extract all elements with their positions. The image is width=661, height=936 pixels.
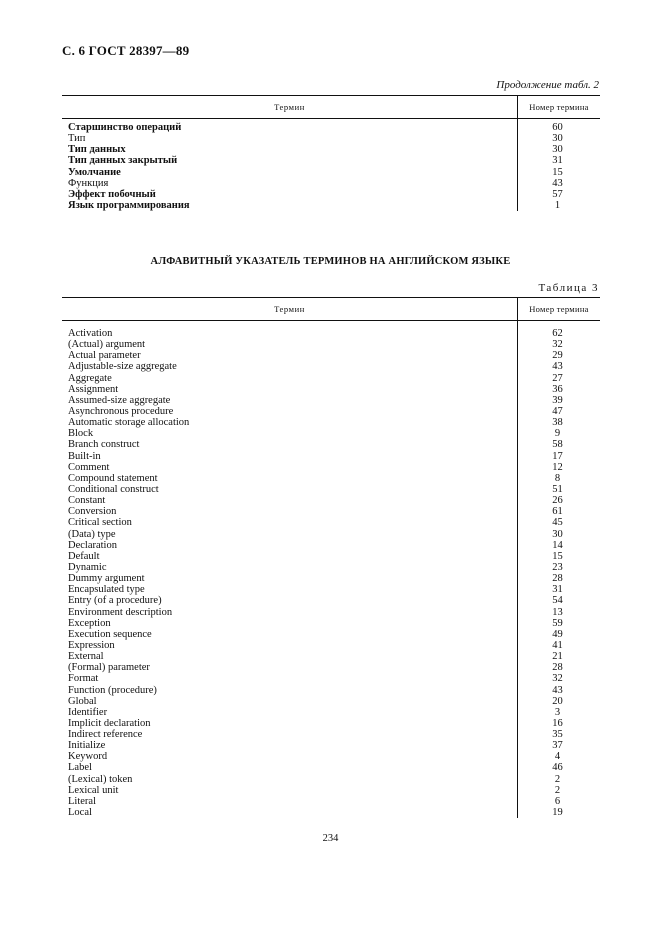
term-number-cell: 54 bbox=[552, 595, 563, 607]
term-number-cell: 51 bbox=[552, 483, 563, 495]
table-row bbox=[62, 707, 600, 718]
term-number-cell: 58 bbox=[552, 439, 563, 451]
term-number-cell: 26 bbox=[552, 495, 563, 507]
term-cell: Declaration bbox=[68, 539, 117, 551]
term-cell: Critical section bbox=[68, 517, 132, 529]
table-2-header-term: Термин bbox=[274, 102, 305, 112]
term-cell: (Formal) parameter bbox=[68, 662, 150, 674]
table-row bbox=[62, 774, 600, 785]
term-cell: Conversion bbox=[68, 506, 117, 518]
table-3-header bbox=[62, 297, 600, 321]
term-cell: Default bbox=[68, 550, 100, 562]
table-row bbox=[62, 629, 600, 640]
term-cell: Умолчание bbox=[68, 166, 121, 178]
table-row bbox=[62, 462, 600, 473]
term-cell: Compound statement bbox=[68, 472, 158, 484]
term-number-cell: 31 bbox=[552, 584, 563, 596]
term-cell: Block bbox=[68, 428, 94, 440]
table-row bbox=[62, 718, 600, 729]
term-number-cell: 28 bbox=[552, 662, 563, 674]
table-row bbox=[62, 484, 600, 495]
table-row bbox=[62, 384, 600, 395]
table-row bbox=[62, 573, 600, 584]
term-cell: Adjustable-size aggregate bbox=[68, 361, 177, 373]
term-cell: Branch construct bbox=[68, 439, 140, 451]
term-number-cell: 41 bbox=[552, 639, 563, 651]
table-row bbox=[62, 751, 600, 762]
term-cell: Старшинство операций bbox=[68, 122, 182, 133]
term-cell: Implicit declaration bbox=[68, 717, 151, 729]
term-cell: Activation bbox=[68, 328, 113, 339]
table-row bbox=[62, 417, 600, 428]
table-row bbox=[62, 122, 600, 133]
table-row bbox=[62, 339, 600, 350]
table-row bbox=[62, 529, 600, 540]
term-number-cell: 1 bbox=[554, 199, 561, 211]
term-cell: Label bbox=[68, 762, 92, 774]
table-row bbox=[62, 607, 600, 618]
term-number-cell: 3 bbox=[554, 706, 561, 718]
term-number-cell: 35 bbox=[552, 729, 563, 741]
term-cell: Тип данных bbox=[68, 144, 126, 156]
table-row bbox=[62, 373, 600, 384]
table-3-label: Таблица 3 bbox=[538, 282, 599, 294]
term-number-cell: 32 bbox=[552, 339, 563, 351]
term-cell: Built-in bbox=[68, 450, 101, 462]
term-number-cell: 20 bbox=[552, 695, 563, 707]
table-row bbox=[62, 551, 600, 562]
continuation-label: Продолжение табл. 2 bbox=[496, 79, 599, 91]
table-row bbox=[62, 506, 600, 517]
term-number-cell: 46 bbox=[552, 762, 563, 774]
table-row bbox=[62, 451, 600, 462]
term-cell: Comment bbox=[68, 461, 110, 473]
term-number-cell: 23 bbox=[552, 561, 563, 573]
table-3-body bbox=[62, 321, 600, 818]
term-cell: Exception bbox=[68, 617, 111, 629]
term-cell: Conditional construct bbox=[68, 483, 159, 495]
table-row bbox=[62, 651, 600, 662]
term-number-cell: 29 bbox=[552, 350, 563, 362]
term-number-cell: 15 bbox=[552, 550, 563, 562]
term-number-cell: 61 bbox=[552, 506, 563, 518]
term-cell: Execution sequence bbox=[68, 628, 152, 640]
table-row bbox=[62, 155, 600, 166]
term-cell: Encapsulated type bbox=[68, 584, 145, 596]
term-cell: Literal bbox=[68, 795, 96, 807]
table-row bbox=[62, 762, 600, 773]
table-row bbox=[62, 328, 600, 339]
term-number-cell: 27 bbox=[552, 372, 563, 384]
table-2-body bbox=[62, 119, 600, 211]
term-cell: Expression bbox=[68, 639, 115, 651]
term-cell: Actual parameter bbox=[68, 350, 141, 362]
table-2-header-number: Номер термина bbox=[517, 96, 600, 118]
term-cell: Constant bbox=[68, 495, 106, 507]
page-header: С. 6 ГОСТ 28397—89 bbox=[62, 43, 190, 58]
term-cell: Тип данных закрытый bbox=[68, 155, 178, 167]
term-number-cell: 14 bbox=[552, 539, 563, 551]
table-2-header bbox=[62, 95, 600, 119]
table-row bbox=[62, 595, 600, 606]
table-row bbox=[62, 796, 600, 807]
term-cell: Automatic storage allocation bbox=[68, 417, 190, 429]
table-row bbox=[62, 361, 600, 372]
table-row bbox=[62, 685, 600, 696]
table-row bbox=[62, 200, 600, 211]
term-number-cell: 16 bbox=[552, 717, 563, 729]
term-cell: Asynchronous procedure bbox=[68, 405, 174, 417]
term-number-cell: 43 bbox=[552, 361, 563, 373]
term-cell: Indirect reference bbox=[68, 729, 143, 741]
table-row bbox=[62, 517, 600, 528]
table-row bbox=[62, 640, 600, 651]
table-row bbox=[62, 662, 600, 673]
term-cell: Environment description bbox=[68, 606, 173, 618]
term-number-cell: 49 bbox=[552, 628, 563, 640]
term-number-cell: 4 bbox=[554, 751, 561, 763]
term-number-cell: 45 bbox=[552, 517, 563, 529]
table-row bbox=[62, 807, 600, 818]
term-number-cell: 43 bbox=[552, 684, 563, 696]
table-row bbox=[62, 428, 600, 439]
term-cell: Тип bbox=[68, 133, 86, 145]
term-number-cell: 13 bbox=[552, 606, 563, 618]
term-cell: (Actual) argument bbox=[68, 339, 146, 351]
term-number-cell: 30 bbox=[552, 528, 563, 540]
term-cell: Assignment bbox=[68, 383, 119, 395]
table-row bbox=[62, 495, 600, 506]
term-number-cell: 30 bbox=[552, 144, 563, 156]
term-cell: Initialize bbox=[68, 740, 106, 752]
table-3-header-term: Термин bbox=[274, 304, 305, 314]
page-number: 234 bbox=[322, 833, 339, 844]
term-cell: Keyword bbox=[68, 751, 108, 763]
term-cell: Entry (of a procedure) bbox=[68, 595, 162, 607]
term-number-cell: 59 bbox=[552, 617, 563, 629]
term-cell: (Data) type bbox=[68, 528, 116, 540]
table-row bbox=[62, 562, 600, 573]
table-row bbox=[62, 395, 600, 406]
term-number-cell: 8 bbox=[554, 472, 561, 484]
term-number-cell: 19 bbox=[552, 807, 563, 819]
table-row bbox=[62, 740, 600, 751]
term-cell: Identifier bbox=[68, 706, 108, 718]
term-number-cell: 57 bbox=[552, 188, 563, 200]
term-number-cell: 47 bbox=[552, 405, 563, 417]
term-cell: Функция bbox=[68, 177, 109, 189]
term-cell: Aggregate bbox=[68, 372, 112, 384]
term-number-cell: 2 bbox=[554, 784, 561, 796]
term-cell: External bbox=[68, 651, 104, 663]
term-cell: Dummy argument bbox=[68, 573, 145, 585]
term-cell: Dynamic bbox=[68, 561, 107, 573]
table-row bbox=[62, 144, 600, 155]
table-row bbox=[62, 350, 600, 361]
table-2 bbox=[62, 95, 600, 211]
term-cell: (Lexical) token bbox=[68, 773, 133, 785]
table-row bbox=[62, 618, 600, 629]
table-row bbox=[62, 785, 600, 796]
term-number-cell: 60 bbox=[552, 122, 563, 133]
term-number-cell: 2 bbox=[554, 773, 561, 785]
table-row bbox=[62, 696, 600, 707]
table-row bbox=[62, 178, 600, 189]
table-row bbox=[62, 584, 600, 595]
term-cell: Local bbox=[68, 807, 92, 819]
term-cell: Assumed-size aggregate bbox=[68, 394, 171, 406]
table-3 bbox=[62, 297, 600, 818]
table-row bbox=[62, 540, 600, 551]
term-number-cell: 62 bbox=[552, 328, 563, 339]
table-row bbox=[62, 473, 600, 484]
table-row bbox=[62, 673, 600, 684]
table-row bbox=[62, 189, 600, 200]
table-row bbox=[62, 133, 600, 144]
table-row bbox=[62, 439, 600, 450]
term-cell: Global bbox=[68, 695, 97, 707]
table-row bbox=[62, 406, 600, 417]
term-number-cell: 6 bbox=[554, 795, 561, 807]
table-row bbox=[62, 729, 600, 740]
term-cell: Lexical unit bbox=[68, 784, 119, 796]
term-number-cell: 15 bbox=[552, 166, 563, 178]
section-title: АЛФАВИТНЫЙ УКАЗАТЕЛЬ ТЕРМИНОВ НА АНГЛИЙСКОМ ЯЗЫКЕ bbox=[150, 256, 511, 267]
term-number-cell: 37 bbox=[552, 740, 563, 752]
term-number-cell: 17 bbox=[552, 450, 563, 462]
term-number-cell: 32 bbox=[552, 673, 563, 685]
term-cell: Язык программирования bbox=[68, 199, 190, 211]
term-cell: Эффект побочный bbox=[68, 188, 156, 200]
table-3-header-number: Номер термина bbox=[517, 298, 600, 320]
term-number-cell: 12 bbox=[552, 461, 563, 473]
term-number-cell: 43 bbox=[552, 177, 563, 189]
term-number-cell: 9 bbox=[554, 428, 561, 440]
term-number-cell: 28 bbox=[552, 573, 563, 585]
table-row bbox=[62, 167, 600, 178]
term-number-cell: 38 bbox=[552, 417, 563, 429]
term-number-cell: 31 bbox=[552, 155, 563, 167]
term-number-cell: 30 bbox=[552, 133, 563, 145]
term-cell: Function (procedure) bbox=[68, 684, 157, 696]
term-number-cell: 36 bbox=[552, 383, 563, 395]
term-number-cell: 39 bbox=[552, 394, 563, 406]
term-number-cell: 21 bbox=[552, 651, 563, 663]
term-cell: Format bbox=[68, 673, 99, 685]
